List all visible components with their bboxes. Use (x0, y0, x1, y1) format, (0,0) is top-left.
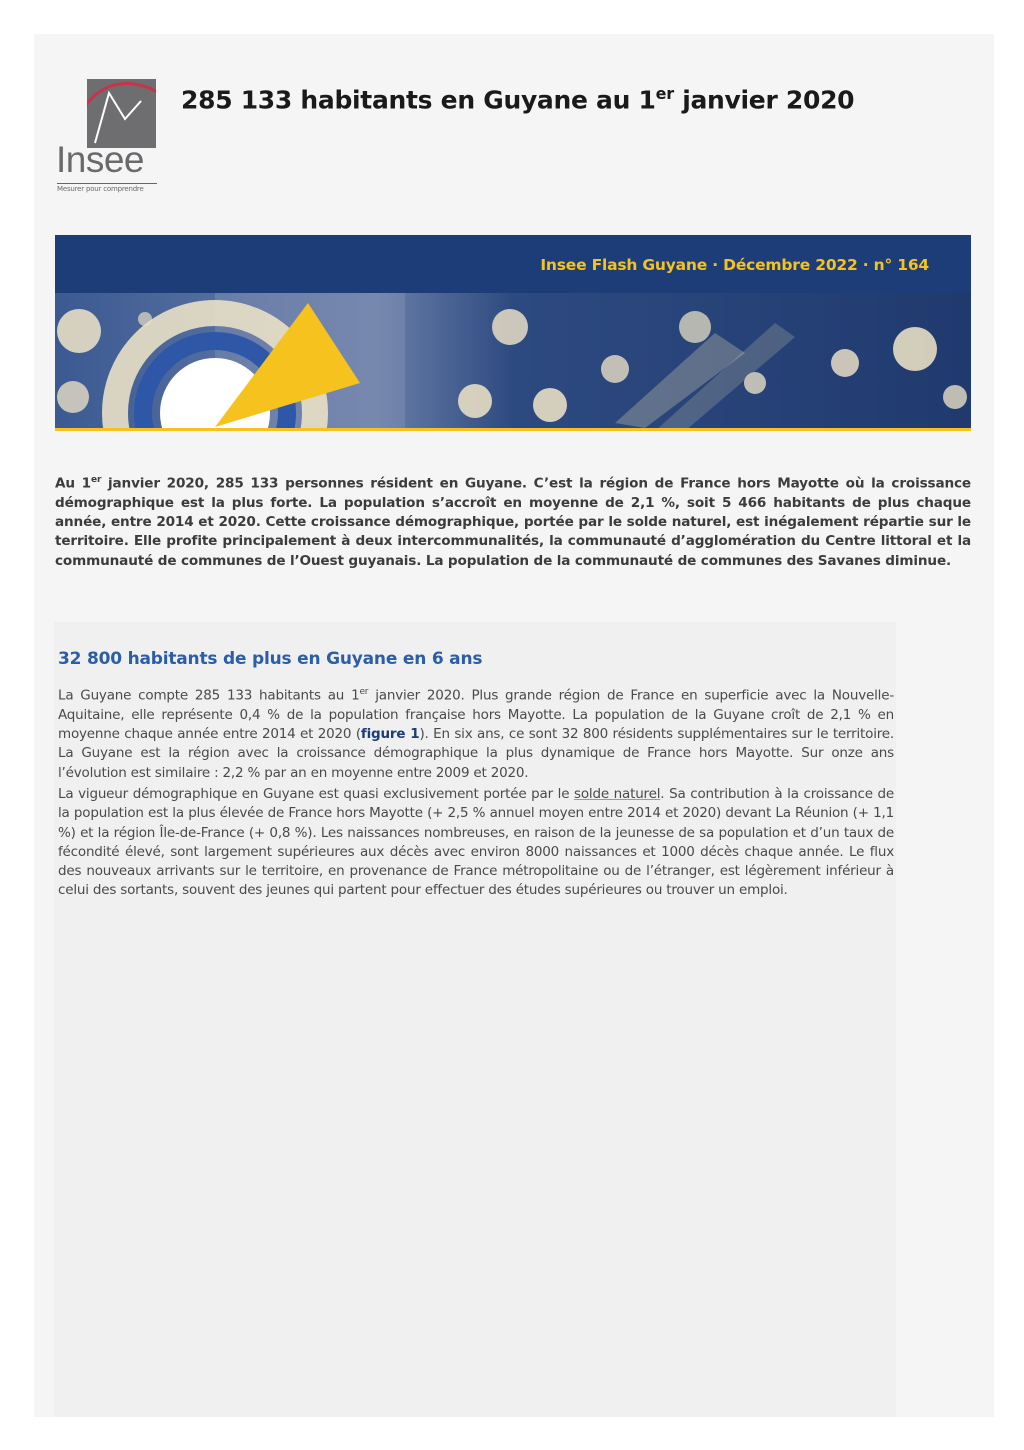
page-title: 285 133 habitants en Guyane au 1er janvier 2020 (181, 84, 855, 115)
banner-illustration (55, 293, 971, 431)
section-title: 32 800 habitants de plus en Guyane en 6 ans (58, 649, 483, 669)
logo-tagline: Mesurer pour comprendre (57, 183, 157, 193)
document-page (34, 34, 994, 1417)
banner-divider (55, 428, 971, 431)
figure-1-link[interactable]: figure 1 (360, 726, 420, 743)
paragraph-2: La vigueur démographique en Guyane est quasi exclusivement portée par le solde naturel. Sa contribution à la croissance de la population est la plus élevée de France hors Mayotte (+ 2,5 % annuel moyen entre 2014 et 2020) devant La Réunion (+ 1,1 %) et la région Île-de-France (+ 0,8 %). Les naissances nombreuses, en raison de la jeunesse de sa population et d’un taux de fécondité élevé, sont largement supérieures aux décès avec environ 8000 naissances et 1000 décès chaque année. Le flux des nouveaux arrivants sur le territoire, en provenance de France métropolitaine ou de l’étranger, est légèrement inférieur à celui des sortants, souvent des jeunes qui partent pour effectuer des études supérieures ou trouver un emploi. (58, 786, 894, 899)
solde-naturel-link[interactable]: solde naturel (574, 786, 661, 802)
logo-wordmark: Insee (56, 139, 145, 180)
banner-header (55, 235, 971, 293)
article-section (54, 622, 896, 1417)
insee-logo[interactable] (56, 79, 161, 197)
logo-mark (87, 79, 156, 148)
paragraph-1: La Guyane compte 285 133 habitants au 1er janvier 2020. Plus grande région de France en superficie avec la Nouvelle-Aquitaine, elle représente 0,4 % de la population française hors Mayotte. La population de la Guyane croît de 2,1 % en moyenne chaque année entre 2014 et 2020 (figure 1). En six ans, ce sont 32 800 résidents supplémentaires sur le territoire. La Guyane est la région avec la croissance démographique la plus dynamique de France hors Mayotte. Sur onze ans l’évolution est similaire : 2,2 % par an en moyenne entre 2009 et 2020. (58, 687, 894, 781)
publication-label: Insee Flash Guyane · Décembre 2022 · n° 164 (540, 256, 929, 274)
summary-paragraph: Au 1er janvier 2020, 285 133 personnes résident en Guyane. C’est la région de France hors Mayotte où la croissance démographique est la plus forte. La population s’accroît en moyenne de 2,1 %, soit 5 466 habitants de plus chaque année, entre 2014 et 2020. Cette croissance démographique, portée par le solde naturel, est inégalement répartie sur le territoire. Elle profite principalement à deux intercommunalités, la communauté d’agglomération du Centre littoral et la communauté de communes de l’Ouest guyanais. La population de la communauté de communes des Savanes diminue. (55, 475, 971, 569)
logo-swoosh-icon (87, 79, 156, 148)
banner-art-icon (55, 293, 971, 431)
